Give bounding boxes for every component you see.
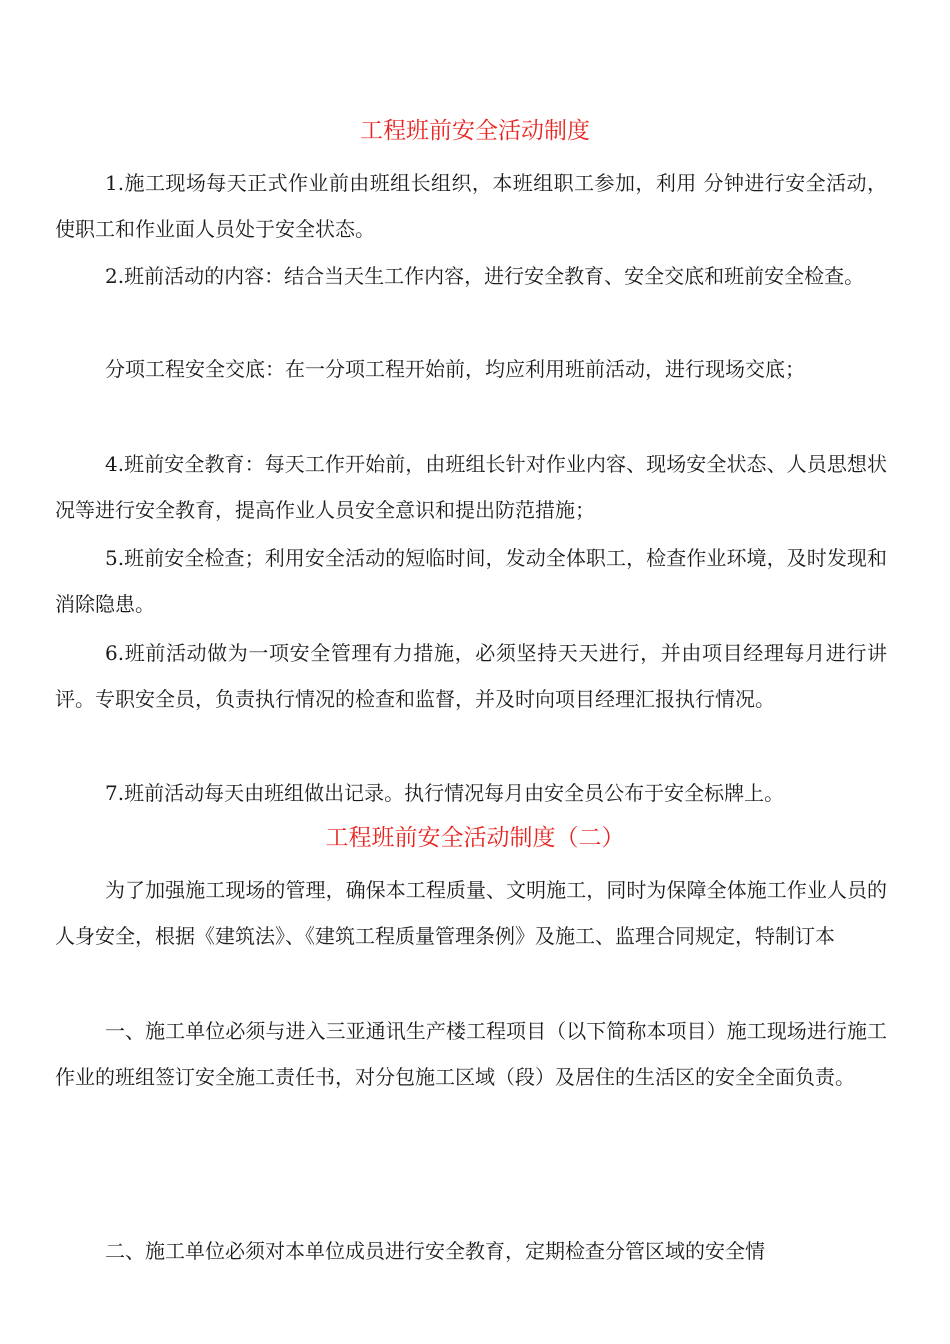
paragraph-4: 4.班前安全教育：每天工作开始前，由班组长针对作业内容、现场安全状态、人员思想状况等进行安全教育，提高作业人员安全意识和提出防范措施；: [55, 452, 887, 522]
paragraph-7: 7.班前活动每天由班组做出记录。执行情况每月由安全员公布于安全标牌上。: [105, 781, 785, 805]
document-title: 工程班前安全活动制度: [360, 118, 590, 144]
paragraph-6: 6.班前活动做为一项安全管理有力措施，必须坚持天天进行，并由项目经理每月进行讲评。专职安全员，负责执行情况的检查和监督，并及时向项目经理汇报执行情况。: [55, 641, 887, 711]
paragraph-5: 5.班前安全检查；利用安全活动的短临时间，发动全体职工，检查作业环境，及时发现和消除隐患。: [55, 546, 887, 616]
paragraph-2: 2.班前活动的内容：结合当天生工作内容，进行安全教育、安全交底和班前安全检查。: [105, 264, 865, 288]
paragraph-8: 为了加强施工现场的管理，确保本工程质量、文明施工，同时为保障全体施工作业人员的人身安全，根据《建筑法》、《建筑工程质量管理条例》及施工、监理合同规定，特制订本: [55, 878, 887, 948]
paragraph-9: 一、施工单位必须与进入三亚通讯生产楼工程项目（以下简称本项目）施工现场进行施工作业的班组签订安全施工责任书，对分包施工区域（段）及居住的生活区的安全全面负责。: [55, 1019, 887, 1089]
paragraph-3: 分项工程安全交底：在一分项工程开始前，均应利用班前活动，进行现场交底；: [105, 357, 805, 381]
paragraph-10: 二、施工单位必须对本单位成员进行安全教育，定期检查分管区域的安全情: [105, 1239, 765, 1263]
paragraph-1: 1.施工现场每天正式作业前由班组长组织，本班组职工参加，利用 分钟进行安全活动，使职工和作业面人员处于安全状态。: [55, 171, 887, 241]
document-subtitle: 工程班前安全活动制度（二）: [325, 825, 625, 851]
